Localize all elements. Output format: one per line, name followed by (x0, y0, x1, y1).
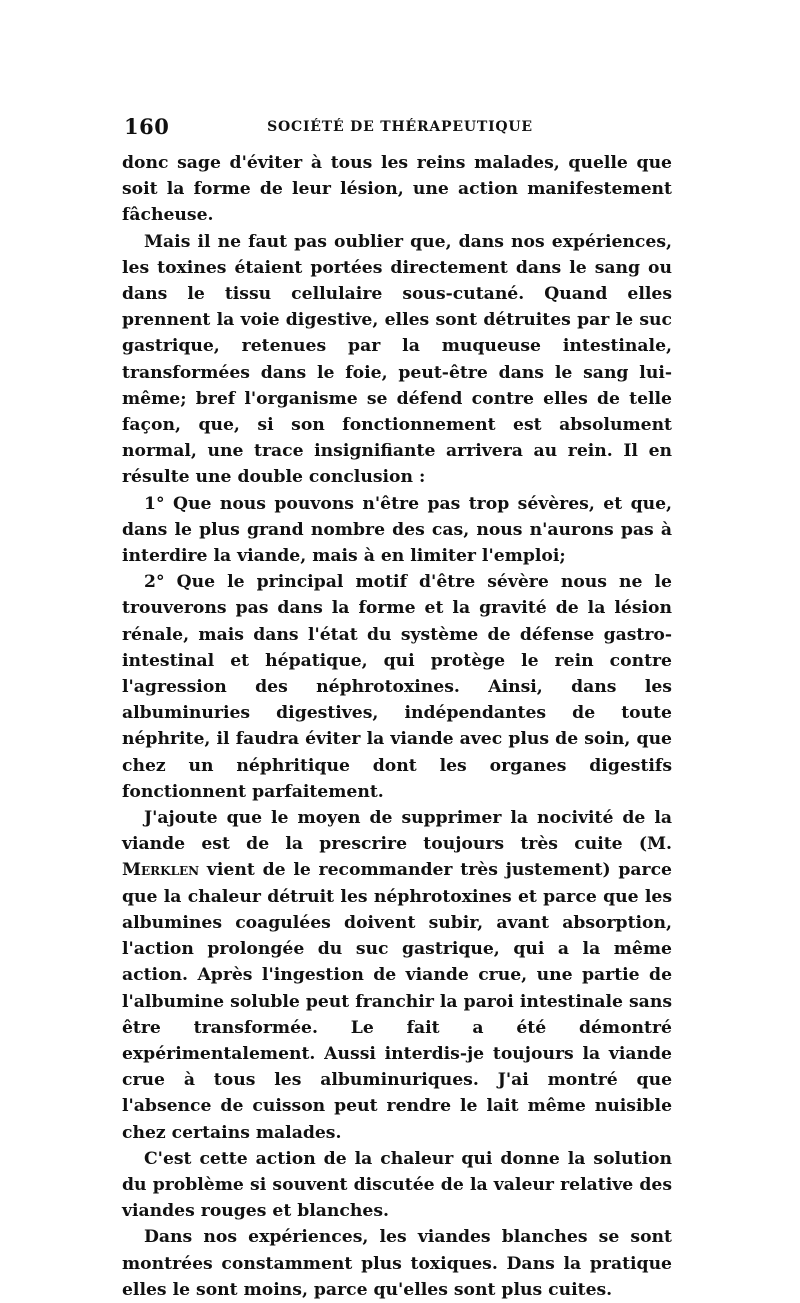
paragraph-conclusion-2: 2° Que le principal motif d'être sévère nous ne le trouverons pas dans la forme et la gravité de la lésion rénale, mais dans l'état du système de défense gastro-intestinal et hépatique, qui protège le rein contre l'agression des néphrotoxines. Ainsi, dans les albuminuries digestives, indépendantes de toute néphrite, il faudra éviter la viande avec plus de soin, que chez un néphritique dont les organes digestifs fonctionnent parfaitement. (122, 572, 672, 802)
paragraph-cuisson-start: J'ajoute que le moyen de supprimer la nocivité de la viande est de la prescrire toujours très cuite (M. (122, 808, 672, 855)
paragraph-viandes-blanches: Dans nos expériences, les viandes blanches se sont montrées constamment plus toxiques. Dans la pratique elles le sont moins, parce qu'elles sont plus cuites. (122, 1227, 672, 1300)
running-header (124, 114, 676, 144)
paragraph-toxines: Mais il ne faut pas oublier que, dans nos expériences, les toxines étaient portées directement dans le sang ou dans le tissu cellulaire sous-cutané. Quand elles prennent la voie digestive, elles sont détruites par le suc gastrique, retenues par la muqueuse intestinale, transformées dans le foie, peut-être dans le sang lui-même; bref l'organisme se défend contre elles de telle façon, que, si son fonctionnement est absolument normal, une trace insignifiante arrivera au rein. Il en résulte une double conclusion : (122, 231, 672, 488)
body-text (122, 150, 672, 1303)
paragraph-conclusion-1: 1° Que nous pouvons n'être pas trop sévères, et que, dans le plus grand nombre des cas, nous n'aurons pas à interdire la viande, mais à en limiter l'emploi; (122, 493, 672, 567)
paragraph-chaleur: C'est cette action de la chaleur qui donne la solution du problème si souvent discutée de la valeur relative des viandes rouges et blanches. (122, 1148, 672, 1222)
page-number: 160 (124, 114, 170, 139)
paragraph-cuisson-end: vient de le recommander très justement) parce que la chaleur détruit les néphrotoxines et parce que les albumines coagulées doivent subir, avant absorption, l'action prolongée du suc gastrique, qui a la même action. Après l'ingestion de viande crue, une partie de l'albumine soluble peut franchir la paroi intestinale sans être transformée. Le fait a été démontré expérimentalement. Aussi interdis-je toujours la viande crue à tous les albuminuriques. J'ai montré que l'absence de cuisson peut rendre le lait même nuisible chez certains malades. (122, 860, 672, 1143)
running-title: SOCIÉTÉ DE THÉRAPEUTIQUE (267, 119, 533, 135)
paragraph-cuisson (122, 805, 672, 1146)
paragraph-continuation: donc sage d'éviter à tous les reins malades, quelle que soit la forme de leur lésion, une action manifestement fâcheuse. (122, 153, 672, 226)
author-name-merklen: Merklen (122, 860, 200, 881)
